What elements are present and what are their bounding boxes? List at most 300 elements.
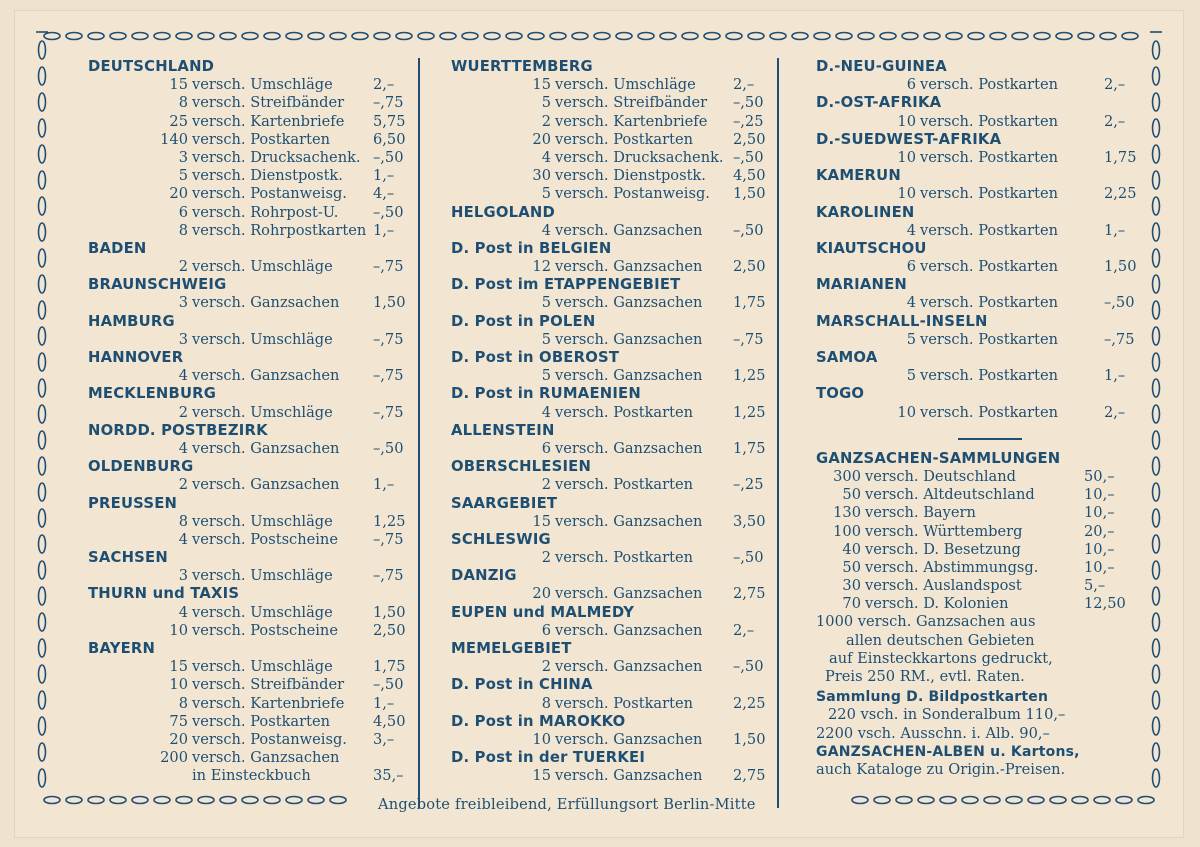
item-price: –,50	[373, 439, 404, 457]
item-description: versch. Drucksachenk.	[555, 148, 724, 166]
list-item	[451, 404, 776, 422]
item-description: versch. Postkarten	[920, 112, 1058, 130]
item-quantity: 25	[169, 112, 188, 130]
list-item	[816, 559, 1136, 577]
item-description: versch. Ganzsachen	[555, 585, 703, 603]
item-quantity: 5	[906, 367, 916, 385]
item-price: 10,–	[1084, 540, 1115, 558]
item-quantity: 15	[532, 76, 551, 94]
item-price: 1,75	[373, 658, 406, 676]
item-description: versch. Ganzsachen	[555, 767, 703, 785]
item-price: 2,25	[733, 694, 766, 712]
region-heading: D. Post in BELGIEN	[451, 239, 612, 257]
item-quantity: 5	[541, 330, 551, 348]
item-quantity: 4	[906, 294, 916, 312]
item-description: versch. Ganzsachen	[555, 621, 703, 639]
list-item	[88, 676, 413, 694]
region-heading: D. Post im ETAPPENGEBIET	[451, 276, 681, 294]
list-item	[451, 149, 776, 167]
list-item	[88, 367, 413, 385]
item-price: 1,–	[373, 167, 395, 185]
item-description: versch. Ganzsachen	[555, 294, 703, 312]
item-quantity: 3	[178, 148, 188, 166]
item-quantity: 5	[541, 367, 551, 385]
item-description: versch. Kartenbriefe	[192, 694, 345, 712]
region-heading: NORDD. POSTBEZIRK	[88, 421, 268, 439]
item-description: versch. Rohrpost-U.	[192, 203, 339, 221]
item-price: –,50	[373, 676, 404, 694]
item-description: versch. Ganzsachen	[555, 367, 703, 385]
item-quantity: 300	[833, 467, 861, 485]
item-quantity: 20	[532, 130, 551, 148]
item-description: versch. Ganzsachen	[192, 749, 340, 767]
item-quantity: 30	[532, 167, 551, 185]
item-description: versch. Deutschland	[865, 467, 1016, 485]
item-description: versch. Postkarten	[920, 294, 1058, 312]
region-heading: HELGOLAND	[451, 203, 555, 221]
item-quantity: 15	[169, 658, 188, 676]
column-right	[816, 58, 1136, 779]
item-price: 2,–	[1104, 112, 1126, 130]
item-price: 4,–	[373, 185, 395, 203]
item-quantity: 15	[532, 512, 551, 530]
list-item	[88, 513, 413, 531]
region-heading: D. Post in MAROKKO	[451, 712, 626, 730]
item-quantity: 4	[541, 148, 551, 166]
region-heading: D. Post in OBEROST	[451, 349, 620, 366]
item-description: versch. Postkarten	[920, 367, 1058, 385]
list-item	[816, 541, 1136, 559]
region-heading: KAROLINEN	[816, 203, 915, 221]
list-item	[816, 294, 1136, 312]
item-quantity: 2	[541, 112, 551, 130]
region-heading: SAMOA	[816, 349, 878, 366]
item-description: versch. Ganzsachen	[555, 258, 703, 276]
item-price: –,75	[373, 330, 404, 348]
region-heading: EUPEN und MALMEDY	[451, 603, 635, 621]
item-quantity: 5	[541, 185, 551, 203]
item-description: versch. Postkarten	[920, 185, 1058, 203]
item-quantity: 2	[178, 258, 188, 276]
item-quantity: 50	[842, 486, 861, 504]
item-quantity: 8	[178, 512, 188, 530]
list-item	[88, 695, 413, 713]
item-description: versch. Postanweisg.	[192, 730, 347, 748]
item-description: versch. Ganzsachen	[555, 330, 703, 348]
region-heading: BAYERN	[88, 640, 156, 657]
column-divider-1	[418, 58, 420, 808]
item-price: –,50	[733, 148, 764, 166]
list-item	[88, 476, 413, 494]
item-description: versch. Postkarten	[920, 76, 1058, 94]
item-price: 2,25	[1104, 185, 1137, 203]
offer-line: auf Einsteckkartons gedruckt,	[829, 649, 1053, 667]
bildpostkarten-title: Sammlung D. Bildpostkarten	[816, 689, 1049, 706]
region-heading: TOGO	[816, 385, 865, 403]
list-item	[88, 604, 413, 622]
item-quantity: 20	[532, 585, 551, 603]
offer-line: allen deutschen Gebieten	[846, 631, 1035, 649]
item-description: versch. Postscheine	[192, 621, 338, 639]
item-price: 1,50	[1104, 258, 1137, 276]
region-heading: THURN und TAXIS	[88, 585, 240, 603]
item-price: 1,50	[373, 603, 406, 621]
item-description: versch. Ganzsachen	[192, 294, 340, 312]
region-heading: MARIANEN	[816, 276, 908, 294]
item-quantity: 8	[178, 221, 188, 239]
item-price: 2,75	[733, 767, 766, 785]
item-description: versch. Ganzsachen	[555, 512, 703, 530]
item-price: 10,–	[1084, 504, 1115, 522]
item-description: versch. Umschläge	[192, 603, 333, 621]
item-price: 10,–	[1084, 486, 1115, 504]
item-quantity: 2	[541, 476, 551, 494]
item-price: 1,–	[1104, 221, 1126, 239]
list-item	[451, 440, 776, 458]
list-item	[816, 577, 1136, 595]
list-item	[451, 513, 776, 531]
item-quantity: 140	[160, 130, 188, 148]
list-item	[816, 486, 1136, 504]
item-price: 4,50	[733, 167, 766, 185]
list-item	[88, 658, 413, 676]
list-item	[88, 113, 413, 131]
item-price: 4,50	[373, 712, 406, 730]
list-item	[451, 258, 776, 276]
item-price: 2,–	[373, 76, 395, 94]
item-description: versch. Dienstpostk.	[555, 167, 706, 185]
column-left	[88, 58, 413, 786]
region-heading: HAMBURG	[88, 312, 175, 330]
item-description: versch. Umschläge	[192, 76, 333, 94]
list-item	[451, 76, 776, 94]
item-description: versch. Umschläge	[192, 658, 333, 676]
item-quantity: 70	[842, 595, 861, 613]
list-item	[88, 204, 413, 222]
item-price: 1,–	[373, 476, 395, 494]
item-price: 2,50	[733, 130, 766, 148]
region-heading: MEMELGEBIET	[451, 640, 572, 657]
item-quantity: 10	[532, 730, 551, 748]
item-quantity: 3	[178, 294, 188, 312]
item-description: versch. D. Kolonien	[865, 595, 1009, 613]
list-item	[816, 367, 1136, 385]
item-quantity: 4	[178, 367, 188, 385]
item-description: versch. Umschläge	[192, 330, 333, 348]
item-price: 1,50	[733, 185, 766, 203]
region-heading: PREUSSEN	[88, 494, 178, 512]
region-heading: BRAUNSCHWEIG	[88, 276, 227, 294]
list-item	[816, 258, 1136, 276]
collections-title: GANZSACHEN-SAMMLUNGEN	[816, 449, 1061, 467]
item-price: 5,–	[1084, 577, 1106, 595]
item-price: 1,75	[733, 294, 766, 312]
item-description: versch. Abstimmungsg.	[865, 558, 1039, 576]
alben-line: auch Kataloge zu Origin.-Preisen.	[816, 760, 1066, 778]
item-quantity: 10	[897, 403, 916, 421]
list-item	[88, 531, 413, 549]
region-heading: SACHSEN	[88, 549, 168, 567]
list-item	[451, 167, 776, 185]
item-price: 20,–	[1084, 522, 1115, 540]
region-heading: OBERSCHLESIEN	[451, 458, 592, 476]
list-item	[451, 731, 776, 749]
bild-line: 220 vsch. in Sonderalbum 110,–	[828, 706, 1066, 724]
list-item	[451, 585, 776, 603]
item-price: –,50	[373, 203, 404, 221]
item-price: 10,–	[1084, 558, 1115, 576]
item-price: 2,–	[733, 76, 755, 94]
item-description: in Einsteckbuch	[192, 767, 311, 785]
list-item	[451, 695, 776, 713]
item-quantity: 4	[178, 439, 188, 457]
separator-rule	[816, 422, 1136, 450]
item-description: versch. Postkarten	[555, 549, 693, 567]
item-quantity: 15	[532, 767, 551, 785]
item-quantity: 6	[541, 439, 551, 457]
item-quantity: 6	[906, 76, 916, 94]
item-quantity: 75	[169, 712, 188, 730]
list-item	[451, 94, 776, 112]
item-price: –,75	[373, 530, 404, 548]
list-item	[451, 222, 776, 240]
list-item	[88, 222, 413, 240]
item-price: 2,–	[733, 621, 755, 639]
item-description: versch. Postkarten	[920, 148, 1058, 166]
list-item	[88, 731, 413, 749]
region-heading: D.-NEU-GUINEA	[816, 58, 947, 75]
region-heading: SCHLESWIG	[451, 530, 551, 548]
item-price: –,75	[1104, 330, 1135, 348]
region-heading: KAMERUN	[816, 167, 901, 185]
region-heading: WUERTTEMBERG	[451, 58, 593, 75]
list-item	[816, 504, 1136, 522]
list-item	[451, 622, 776, 640]
list-item	[88, 94, 413, 112]
item-price: –,50	[733, 221, 764, 239]
item-description: versch. Kartenbriefe	[555, 112, 708, 130]
list-item	[451, 113, 776, 131]
item-description: versch. Streifbänder	[192, 94, 345, 112]
item-quantity: 5	[541, 94, 551, 112]
item-price: –,75	[733, 330, 764, 348]
offer-line: Preis 250 RM., evtl. Raten.	[825, 668, 1025, 685]
item-price: –,75	[373, 403, 404, 421]
offer-line: 1000 versch. Ganzsachen aus	[816, 613, 1036, 631]
list-item	[816, 149, 1136, 167]
item-quantity: 6	[541, 621, 551, 639]
item-price: –,50	[373, 148, 404, 166]
list-item	[816, 76, 1136, 94]
item-quantity: 12	[532, 258, 551, 276]
list-item	[88, 131, 413, 149]
item-price: 1,75	[1104, 148, 1137, 166]
item-description: versch. Postanweisg.	[555, 185, 710, 203]
collections-list	[816, 468, 1136, 614]
list-item	[88, 149, 413, 167]
item-quantity: 40	[842, 540, 861, 558]
item-description: versch. Württemberg	[865, 522, 1023, 540]
footer-note: Angebote freibleibend, Erfüllungsort Berlin-Mitte	[378, 796, 756, 813]
region-heading: MARSCHALL-INSELN	[816, 312, 988, 330]
item-quantity: 5	[906, 330, 916, 348]
item-price: –,50	[1104, 294, 1135, 312]
item-quantity: 10	[897, 185, 916, 203]
item-quantity: 10	[169, 621, 188, 639]
item-description: versch. Postkarten	[920, 221, 1058, 239]
item-price: 1,–	[373, 221, 395, 239]
item-quantity: 20	[169, 185, 188, 203]
item-description: versch. Postscheine	[192, 530, 338, 548]
region-heading: DEUTSCHLAND	[88, 58, 215, 75]
list-item	[88, 749, 413, 767]
region-heading: D. Post in RUMAENIEN	[451, 385, 641, 403]
item-price: –,25	[733, 476, 764, 494]
item-quantity: 5	[178, 167, 188, 185]
item-description: versch. Streifbänder	[192, 676, 345, 694]
item-description: versch. Postkarten	[920, 403, 1058, 421]
item-price: –,75	[373, 367, 404, 385]
list-item	[816, 468, 1136, 486]
item-price: 6,50	[373, 130, 406, 148]
item-description: versch. Ganzsachen	[555, 658, 703, 676]
region-heading: OLDENBURG	[88, 458, 194, 476]
region-heading: D.-OST-AFRIKA	[816, 94, 942, 112]
item-price: 1,–	[1104, 367, 1126, 385]
item-description: versch. Ganzsachen	[192, 367, 340, 385]
item-quantity: 50	[842, 558, 861, 576]
list-item	[816, 523, 1136, 541]
item-description: versch. Postanweisg.	[192, 185, 347, 203]
item-quantity: 30	[842, 577, 861, 595]
item-quantity: 200	[160, 749, 188, 767]
alben-title: GANZSACHEN-ALBEN u. Kartons,	[816, 743, 1080, 760]
bild-line: 2200 vsch. Ausschn. i. Alb. 90,–	[816, 724, 1050, 742]
item-price: –,50	[733, 94, 764, 112]
item-price: 3,–	[373, 730, 395, 748]
item-price: –,75	[373, 567, 404, 585]
item-quantity: 4	[178, 530, 188, 548]
item-price: –,50	[733, 658, 764, 676]
list-item	[816, 404, 1136, 422]
item-description: versch. Postkarten	[920, 330, 1058, 348]
item-quantity: 4	[541, 403, 551, 421]
item-quantity: 15	[169, 76, 188, 94]
list-item	[451, 294, 776, 312]
item-price: 1,50	[733, 730, 766, 748]
colonies-list	[816, 58, 1136, 422]
item-quantity: 10	[897, 148, 916, 166]
item-description: versch. D. Besetzung	[865, 540, 1021, 558]
item-quantity: 6	[906, 258, 916, 276]
list-item	[816, 331, 1136, 349]
item-price: 1,25	[733, 403, 766, 421]
item-quantity: 10	[897, 112, 916, 130]
item-description: versch. Auslandspost	[865, 577, 1022, 595]
item-quantity: 6	[178, 203, 188, 221]
item-description: versch. Umschläge	[192, 567, 333, 585]
item-quantity: 130	[833, 504, 861, 522]
list-item	[451, 367, 776, 385]
item-price: 1,75	[733, 439, 766, 457]
list-item	[816, 222, 1136, 240]
region-heading: D. Post in CHINA	[451, 676, 593, 694]
item-description: versch. Postkarten	[192, 130, 330, 148]
list-item	[451, 131, 776, 149]
item-description: versch. Postkarten	[555, 403, 693, 421]
offer-block	[816, 613, 1136, 686]
item-price: 2,50	[733, 258, 766, 276]
item-quantity: 2	[178, 403, 188, 421]
item-price: 1,–	[373, 694, 395, 712]
list-item	[816, 113, 1136, 131]
item-quantity: 20	[169, 730, 188, 748]
item-price: 2,–	[1104, 76, 1126, 94]
region-heading: ALLENSTEIN	[451, 421, 555, 439]
item-description: versch. Postkarten	[920, 258, 1058, 276]
item-description: versch. Umschläge	[192, 512, 333, 530]
item-price: 5,75	[373, 112, 406, 130]
item-price: 1,25	[733, 367, 766, 385]
item-description: versch. Ganzsachen	[192, 439, 340, 457]
region-heading: D. Post in der TUERKEI	[451, 749, 646, 767]
list-item	[88, 713, 413, 731]
item-quantity: 3	[178, 567, 188, 585]
item-description: versch. Ganzsachen	[555, 730, 703, 748]
item-description: versch. Ganzsachen	[555, 221, 703, 239]
item-description: versch. Postkarten	[192, 712, 330, 730]
region-heading: KIAUTSCHOU	[816, 239, 927, 257]
item-price: 2,–	[1104, 403, 1126, 421]
column-divider-2	[777, 58, 779, 808]
item-quantity: 4	[178, 603, 188, 621]
list-item	[88, 404, 413, 422]
item-description: versch. Altdeutschland	[865, 486, 1035, 504]
price-list-card	[14, 10, 1184, 838]
list-item	[88, 167, 413, 185]
region-heading: D. Post in POLEN	[451, 312, 596, 330]
item-quantity: 8	[178, 694, 188, 712]
item-price: 50,–	[1084, 467, 1115, 485]
list-item	[88, 331, 413, 349]
item-quantity: 8	[541, 694, 551, 712]
item-description: versch. Bayern	[865, 504, 976, 522]
region-heading: DANZIG	[451, 567, 517, 585]
item-quantity: 10	[169, 676, 188, 694]
item-quantity: 3	[178, 330, 188, 348]
list-item	[88, 567, 413, 585]
list-item	[88, 622, 413, 640]
item-description: versch. Umschläge	[192, 258, 333, 276]
item-description: versch. Streifbänder	[555, 94, 708, 112]
list-item	[88, 294, 413, 312]
list-item	[451, 549, 776, 567]
item-price: –,25	[733, 112, 764, 130]
item-price: 35,–	[373, 767, 404, 785]
item-price: –,75	[373, 258, 404, 276]
list-item	[451, 767, 776, 785]
item-quantity: 2	[541, 549, 551, 567]
item-quantity: 2	[541, 658, 551, 676]
item-description: versch. Rohrpostkarten	[192, 221, 367, 239]
item-description: versch. Postkarten	[555, 130, 693, 148]
item-description: versch. Kartenbriefe	[192, 112, 345, 130]
item-price: 1,25	[373, 512, 406, 530]
item-price: 2,75	[733, 585, 766, 603]
region-heading: HANNOVER	[88, 349, 184, 366]
item-quantity: 4	[541, 221, 551, 239]
item-description: versch. Ganzsachen	[192, 476, 340, 494]
